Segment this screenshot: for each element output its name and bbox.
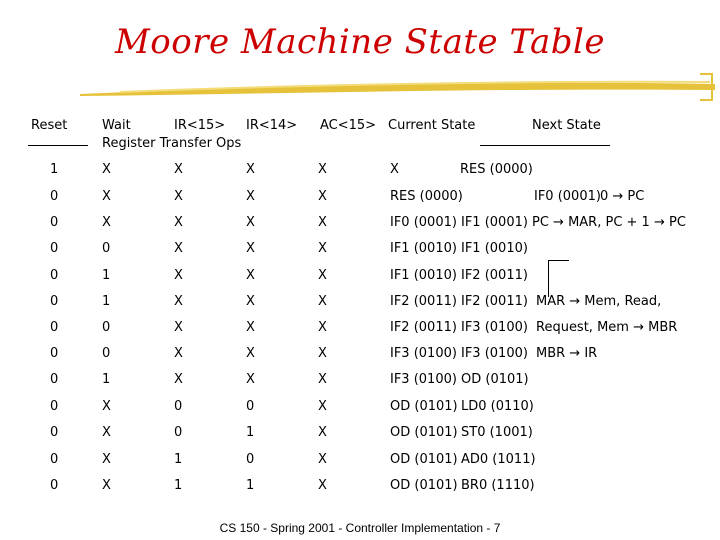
slide-title: Moore Machine State Table bbox=[114, 22, 606, 62]
cell-register-ops: 0 → PC bbox=[600, 189, 645, 204]
cell-next-state: IF3 (0100) bbox=[461, 320, 528, 335]
cell-current-state: IF3 (0100) bbox=[390, 346, 457, 361]
cell-current-state: OD (0101) bbox=[390, 425, 458, 440]
cell-wait: 1 bbox=[102, 294, 111, 309]
cell-ir15: X bbox=[174, 215, 183, 230]
cell-next-state: IF0 (0001) bbox=[534, 189, 601, 204]
table-row bbox=[0, 399, 720, 425]
cell-current-state: X bbox=[390, 162, 399, 177]
cell-wait: 0 bbox=[102, 320, 111, 335]
cell-ir15: X bbox=[174, 268, 183, 283]
cell-ac15: X bbox=[318, 268, 327, 283]
header-reset: Reset bbox=[31, 118, 68, 133]
cell-current-state: OD (0101) bbox=[390, 478, 458, 493]
cell-ac15: X bbox=[318, 320, 327, 335]
cell-next-state: IF2 (0011) bbox=[461, 294, 528, 309]
cell-current-state: RES (0000) bbox=[390, 189, 463, 204]
table-row bbox=[0, 452, 720, 478]
cell-wait: 0 bbox=[102, 346, 111, 361]
cell-ir15: X bbox=[174, 372, 183, 387]
cell-current-state: IF0 (0001) bbox=[390, 215, 457, 230]
cell-ir15: X bbox=[174, 241, 183, 256]
cell-reset: 0 bbox=[50, 215, 59, 230]
cell-ir14: X bbox=[246, 346, 255, 361]
table-row bbox=[0, 346, 720, 372]
cell-wait: X bbox=[102, 162, 111, 177]
cell-wait: X bbox=[102, 478, 111, 493]
cell-next-state: LD0 (0110) bbox=[461, 399, 534, 414]
cell-ac15: X bbox=[318, 294, 327, 309]
cell-ir15: 0 bbox=[174, 425, 183, 440]
cell-reset: 0 bbox=[50, 268, 59, 283]
table-row bbox=[0, 320, 720, 346]
cell-reset: 1 bbox=[50, 162, 59, 177]
cell-ac15: X bbox=[318, 346, 327, 361]
header-ir14: IR<14> bbox=[246, 118, 298, 133]
cell-wait: X bbox=[102, 425, 111, 440]
table-row bbox=[0, 215, 720, 241]
cell-ir14: 0 bbox=[246, 452, 255, 467]
cell-reset: 0 bbox=[50, 294, 59, 309]
header-register-transfer-ops: Register Transfer Ops bbox=[102, 136, 242, 151]
cell-next-state: RES (0000) bbox=[460, 162, 533, 177]
cell-current-state: IF1 (0010) bbox=[390, 241, 457, 256]
cell-current-state: IF2 (0011) bbox=[390, 294, 457, 309]
cell-reset: 0 bbox=[50, 189, 59, 204]
cell-ir14: X bbox=[246, 162, 255, 177]
table-row bbox=[0, 241, 720, 267]
cell-ir15: X bbox=[174, 346, 183, 361]
cell-register-ops: Request, Mem → MBR bbox=[536, 320, 678, 335]
cell-current-state: IF3 (0100) bbox=[390, 372, 457, 387]
cell-ac15: X bbox=[318, 478, 327, 493]
cell-ir14: X bbox=[246, 189, 255, 204]
cell-ir14: 0 bbox=[246, 399, 255, 414]
cell-ac15: X bbox=[318, 241, 327, 256]
slide-footer: CS 150 - Spring 2001 - Controller Implementation - 7 bbox=[219, 521, 501, 535]
cell-wait: 1 bbox=[102, 372, 111, 387]
cell-ir15: 1 bbox=[174, 478, 183, 493]
cell-ir15: X bbox=[174, 320, 183, 335]
cell-register-ops: MAR → Mem, Read, bbox=[536, 294, 662, 309]
table-row bbox=[0, 162, 720, 188]
cell-next-state: IF1 (0010) bbox=[461, 241, 528, 256]
cell-wait: 0 bbox=[102, 241, 111, 256]
cell-wait: X bbox=[102, 399, 111, 414]
cell-reset: 0 bbox=[50, 399, 59, 414]
cell-register-ops: PC → MAR, PC + 1 → PC bbox=[532, 215, 686, 230]
cell-ir15: X bbox=[174, 189, 183, 204]
cell-ir15: 0 bbox=[174, 399, 183, 414]
cell-ir14: 1 bbox=[246, 478, 255, 493]
cell-current-state: OD (0101) bbox=[390, 452, 458, 467]
cell-current-state: OD (0101) bbox=[390, 399, 458, 414]
cell-next-state: IF1 (0001) bbox=[461, 215, 528, 230]
table-row bbox=[0, 268, 720, 294]
cell-ir15: X bbox=[174, 162, 183, 177]
header-current-state: Current State bbox=[388, 118, 476, 133]
cell-ac15: X bbox=[318, 162, 327, 177]
header-rule-right bbox=[480, 145, 610, 146]
table-row bbox=[0, 425, 720, 451]
cell-register-ops: MBR → IR bbox=[536, 346, 598, 361]
cell-ac15: X bbox=[318, 399, 327, 414]
cell-ir14: X bbox=[246, 215, 255, 230]
cell-next-state: IF2 (0011) bbox=[461, 268, 528, 283]
cell-current-state: IF1 (0010) bbox=[390, 268, 457, 283]
cell-wait: X bbox=[102, 452, 111, 467]
cell-ac15: X bbox=[318, 372, 327, 387]
cell-wait: X bbox=[102, 215, 111, 230]
header-wait: Wait bbox=[102, 118, 131, 133]
cell-reset: 0 bbox=[50, 372, 59, 387]
cell-ac15: X bbox=[318, 425, 327, 440]
table-row bbox=[0, 294, 720, 320]
table-row bbox=[0, 478, 720, 504]
cell-next-state: AD0 (1011) bbox=[461, 452, 536, 467]
cell-next-state: ST0 (1001) bbox=[461, 425, 533, 440]
cell-reset: 0 bbox=[50, 346, 59, 361]
cell-next-state: BR0 (1110) bbox=[461, 478, 535, 493]
header-ir15: IR<15> bbox=[174, 118, 226, 133]
table-row bbox=[0, 372, 720, 398]
header-rule-left bbox=[28, 145, 88, 146]
cell-current-state: IF2 (0011) bbox=[390, 320, 457, 335]
cell-ir15: X bbox=[174, 294, 183, 309]
cell-reset: 0 bbox=[50, 452, 59, 467]
cell-reset: 0 bbox=[50, 320, 59, 335]
header-next-state: Next State bbox=[532, 118, 601, 133]
cell-reset: 0 bbox=[50, 241, 59, 256]
cell-ac15: X bbox=[318, 215, 327, 230]
cell-ir14: X bbox=[246, 372, 255, 387]
cell-ir14: X bbox=[246, 268, 255, 283]
cell-wait: 1 bbox=[102, 268, 111, 283]
header-ac15: AC<15> bbox=[320, 118, 377, 133]
cell-wait: X bbox=[102, 189, 111, 204]
table-row bbox=[0, 189, 720, 215]
cell-ir15: 1 bbox=[174, 452, 183, 467]
cell-ir14: 1 bbox=[246, 425, 255, 440]
cell-ir14: X bbox=[246, 294, 255, 309]
cell-reset: 0 bbox=[50, 478, 59, 493]
cell-ir14: X bbox=[246, 241, 255, 256]
cell-reset: 0 bbox=[50, 425, 59, 440]
cell-ac15: X bbox=[318, 452, 327, 467]
cell-ac15: X bbox=[318, 189, 327, 204]
cell-next-state: IF3 (0100) bbox=[461, 346, 528, 361]
cell-ir14: X bbox=[246, 320, 255, 335]
cell-next-state: OD (0101) bbox=[461, 372, 529, 387]
transition-bracket bbox=[548, 260, 569, 297]
title-underline-swoosh bbox=[60, 72, 720, 102]
